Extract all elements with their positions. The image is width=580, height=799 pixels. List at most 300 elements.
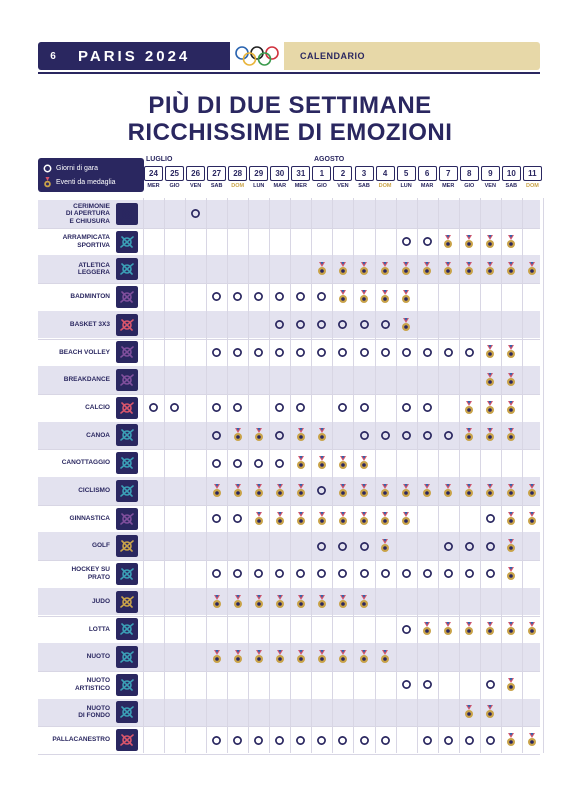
competition-day-icon	[422, 679, 433, 690]
row-divider	[38, 726, 540, 727]
medal-icon	[422, 262, 432, 276]
day-name: SAB	[210, 183, 223, 189]
competition-day-icon	[190, 208, 201, 219]
row-divider	[38, 754, 540, 755]
medal-icon	[485, 262, 495, 276]
sport-label	[38, 283, 110, 311]
competition-day-icon	[232, 513, 243, 524]
competition-day-icon	[337, 541, 348, 552]
medal-icon	[485, 484, 495, 498]
competition-day-icon	[401, 347, 412, 358]
competition-day-icon	[211, 291, 222, 302]
competition-day-icon	[401, 402, 412, 413]
medal-icon	[359, 512, 369, 526]
medal-icon	[254, 595, 264, 609]
competition-day-icon	[359, 319, 370, 330]
section-title: CALENDARIO	[284, 42, 540, 70]
medal-icon	[485, 345, 495, 359]
competition-day-icon	[380, 735, 391, 746]
competition-day-icon	[211, 568, 222, 579]
competition-day-icon	[359, 568, 370, 579]
competition-day-icon	[464, 541, 475, 552]
sport-label	[38, 560, 110, 588]
column-divider	[164, 198, 165, 753]
column-divider	[353, 198, 354, 753]
day-number: 10	[502, 166, 521, 181]
competition-day-icon	[211, 347, 222, 358]
competition-day-icon	[295, 291, 306, 302]
medal-icon	[380, 650, 390, 664]
competition-day-icon	[380, 347, 391, 358]
medal-icon	[338, 262, 348, 276]
medal-icon	[359, 595, 369, 609]
medal-icon	[485, 428, 495, 442]
competition-day-icon	[253, 568, 264, 579]
medal-icon	[464, 622, 474, 636]
legend-competition-label: Giorni di gara	[56, 164, 99, 172]
competition-day-icon	[211, 402, 222, 413]
competition-day-icon	[443, 735, 454, 746]
row-divider	[38, 228, 540, 229]
medal-icon	[317, 262, 327, 276]
day-name: SAB	[505, 183, 518, 189]
cycling-icon	[116, 480, 138, 502]
competition-day-icon	[232, 458, 243, 469]
day-name: VEN	[484, 183, 496, 189]
day-name: VEN	[189, 183, 202, 189]
competition-day-icon	[485, 735, 496, 746]
sport-label-line: NUOTO	[86, 653, 110, 661]
day-name: DOM	[231, 183, 245, 189]
sport-label	[38, 449, 110, 477]
sport-label-line: NUOTO	[86, 704, 110, 712]
medal-icon	[338, 595, 348, 609]
competition-day-icon	[359, 402, 370, 413]
column-divider	[269, 198, 270, 753]
row-divider	[38, 394, 540, 395]
day-number: 27	[207, 166, 226, 181]
competition-day-icon	[422, 236, 433, 247]
sport-label-line: DI APERTURA	[65, 210, 110, 218]
column-divider	[332, 198, 333, 753]
legend	[38, 158, 144, 192]
medal-icon	[212, 484, 222, 498]
sport-label-line: GINNASTICA	[69, 514, 110, 522]
competition-day-icon	[337, 347, 348, 358]
row-divider	[38, 283, 540, 284]
canoe-icon	[116, 424, 138, 446]
day-name: LUN	[253, 183, 265, 189]
column-divider	[290, 198, 291, 753]
sport-label-line: CANOA	[86, 431, 110, 439]
day-name: GIO	[464, 183, 475, 189]
sport-label-line: CALCIO	[85, 403, 110, 411]
sport-label	[38, 643, 110, 671]
column-divider	[143, 198, 144, 753]
medal-icon	[506, 539, 516, 553]
competition-day-icon	[443, 347, 454, 358]
sport-label-line: ARRAMPICATA	[62, 234, 110, 242]
competition-day-icon	[316, 541, 327, 552]
day-number: 3	[355, 166, 374, 181]
competition-day-icon	[485, 679, 496, 690]
medal-icon	[359, 650, 369, 664]
competition-day-icon	[295, 568, 306, 579]
medal-icon	[506, 235, 516, 249]
medal-icon	[527, 733, 537, 747]
competition-day-icon	[359, 347, 370, 358]
sport-label	[38, 366, 110, 394]
medal-icon	[275, 650, 285, 664]
medal-icon	[254, 484, 264, 498]
day-number: 2	[333, 166, 352, 181]
sport-label-line: NUOTO	[86, 677, 110, 685]
competition-day-icon	[380, 319, 391, 330]
row-divider	[38, 671, 540, 672]
competition-day-icon	[316, 568, 327, 579]
sport-label	[38, 699, 110, 727]
competition-day-icon	[316, 347, 327, 358]
day-number: 9	[481, 166, 500, 181]
medal-icon	[527, 262, 537, 276]
medal-icon	[506, 345, 516, 359]
medal-icon	[506, 622, 516, 636]
medal-icon	[422, 484, 432, 498]
day-name: DOM	[525, 183, 539, 189]
wrestling-icon	[116, 618, 138, 640]
swimming-icon	[116, 646, 138, 668]
competition-day-icon	[211, 458, 222, 469]
medal-icon	[527, 484, 537, 498]
medal-icon	[338, 456, 348, 470]
sport-label-line: GOLF	[91, 542, 110, 550]
sport-label	[38, 726, 110, 754]
page-title-line-2: RICCHISSIME DI EMOZIONI	[127, 119, 453, 146]
medal-icon	[275, 595, 285, 609]
day-number: 30	[270, 166, 289, 181]
sport-label	[38, 616, 110, 644]
competition-day-icon	[337, 735, 348, 746]
medal-icon	[338, 650, 348, 664]
competition-day-icon	[316, 319, 327, 330]
competition-day-icon	[274, 319, 285, 330]
competition-day-icon	[422, 735, 433, 746]
page-header	[38, 42, 540, 70]
competition-day-icon	[359, 541, 370, 552]
competition-day-icon	[253, 291, 264, 302]
sport-label	[38, 505, 110, 533]
day-number: 31	[291, 166, 310, 181]
competition-day-icon	[232, 568, 243, 579]
medal-icon	[212, 650, 222, 664]
medal-icon	[464, 428, 474, 442]
medal-icon	[506, 428, 516, 442]
day-name: MAR	[273, 183, 287, 189]
medal-icon	[43, 177, 52, 188]
sport-label-line: ATLETICA	[78, 261, 110, 269]
competition-day-icon	[232, 735, 243, 746]
legend-competition	[43, 161, 139, 175]
medal-icon	[359, 484, 369, 498]
medal-icon	[401, 290, 411, 304]
medal-icon	[296, 595, 306, 609]
column-divider	[417, 198, 418, 753]
day-number: 7	[439, 166, 458, 181]
competition-day-icon	[253, 458, 264, 469]
medal-icon	[317, 512, 327, 526]
medal-icon	[401, 484, 411, 498]
column-divider	[396, 198, 397, 753]
page-title	[0, 92, 580, 146]
medal-icon	[275, 512, 285, 526]
sport-label-line: CANOTTAGGIO	[61, 459, 110, 467]
day-number: 6	[418, 166, 437, 181]
medal-icon	[401, 512, 411, 526]
sport-label-line: SPORTIVA	[77, 241, 110, 249]
row-divider	[38, 560, 540, 561]
medal-icon	[485, 373, 495, 387]
page-number: 6	[38, 42, 68, 70]
sport-label	[38, 532, 110, 560]
competition-day-icon	[253, 735, 264, 746]
sport-label-line: ARTISTICO	[74, 684, 110, 692]
competition-day-icon	[401, 236, 412, 247]
competition-day-icon	[274, 735, 285, 746]
competition-day-icon	[443, 568, 454, 579]
column-divider	[459, 198, 460, 753]
medal-icon	[485, 401, 495, 415]
ceremonies-icon	[116, 203, 138, 225]
medal-icon	[506, 678, 516, 692]
day-number: 8	[460, 166, 479, 181]
medal-icon	[464, 705, 474, 719]
month-label-july: LUGLIO	[146, 156, 173, 163]
competition-day-icon	[401, 679, 412, 690]
artistic-swimming-icon	[116, 674, 138, 696]
sport-label	[38, 477, 110, 505]
competition-day-icon	[443, 541, 454, 552]
competition-day-icon	[337, 402, 348, 413]
medal-icon	[296, 650, 306, 664]
column-divider	[375, 198, 376, 753]
medal-icon	[338, 484, 348, 498]
medal-icon	[380, 539, 390, 553]
competition-day-icon	[422, 347, 433, 358]
competition-day-icon	[401, 430, 412, 441]
medal-icon	[485, 622, 495, 636]
column-divider	[438, 198, 439, 753]
judo-icon	[116, 591, 138, 613]
medal-icon	[233, 428, 243, 442]
medal-icon	[506, 373, 516, 387]
day-name: MER	[442, 183, 455, 189]
sport-label	[38, 311, 110, 339]
medal-icon	[254, 512, 264, 526]
competition-day-icon	[211, 513, 222, 524]
medal-icon	[506, 262, 516, 276]
day-number: 11	[523, 166, 542, 181]
medal-icon	[359, 456, 369, 470]
sport-label	[38, 339, 110, 367]
column-divider	[227, 198, 228, 753]
rowing-icon	[116, 452, 138, 474]
sport-climbing-icon	[116, 231, 138, 253]
column-divider	[311, 198, 312, 753]
sport-label-line: LEGGERA	[77, 269, 110, 277]
competition-day-icon	[148, 402, 159, 413]
column-divider	[248, 198, 249, 753]
competition-day-icon	[380, 568, 391, 579]
competition-day-icon	[295, 347, 306, 358]
medal-icon	[296, 512, 306, 526]
competition-day-icon	[169, 402, 180, 413]
sport-label-line: DI FONDO	[78, 712, 110, 720]
medal-icon	[233, 484, 243, 498]
medal-icon	[359, 262, 369, 276]
medal-icon	[506, 484, 516, 498]
sport-label-line: BADMINTON	[70, 293, 110, 301]
sport-label-line: CICLISMO	[78, 487, 110, 495]
row-stripe	[38, 311, 540, 339]
sport-label-line: BASKET 3X3	[69, 320, 110, 328]
sport-label	[38, 588, 110, 616]
row-stripe	[38, 200, 540, 228]
competition-day-icon	[316, 485, 327, 496]
medal-icon	[275, 484, 285, 498]
breaking-icon	[116, 369, 138, 391]
sport-label	[38, 394, 110, 422]
competition-day-icon	[464, 735, 475, 746]
sport-label-line: E CHIUSURA	[69, 217, 110, 225]
competition-day-icon	[316, 291, 327, 302]
medal-icon	[443, 235, 453, 249]
competition-day-icon	[337, 568, 348, 579]
column-divider	[480, 198, 481, 753]
day-number: 5	[397, 166, 416, 181]
competition-day-icon	[485, 513, 496, 524]
sport-label-line: HOCKEY SU	[71, 566, 110, 574]
medal-icon	[233, 595, 243, 609]
medal-icon	[443, 622, 453, 636]
competition-day-icon	[485, 568, 496, 579]
competition-day-icon	[316, 735, 327, 746]
medal-icon	[506, 401, 516, 415]
medal-icon	[254, 428, 264, 442]
row-divider	[38, 449, 540, 450]
medal-icon	[485, 705, 495, 719]
basketball-icon	[116, 729, 138, 751]
row-divider	[38, 339, 540, 340]
sport-label-line: CERIMONIE	[73, 202, 110, 210]
medal-icon	[380, 484, 390, 498]
competition-day-icon	[274, 402, 285, 413]
medal-icon	[380, 512, 390, 526]
sport-label-line: BEACH VOLLEY	[59, 348, 110, 356]
sport-label-line: JUDO	[91, 597, 110, 605]
medal-icon	[317, 456, 327, 470]
day-number: 28	[228, 166, 247, 181]
basketball-3x3-icon	[116, 314, 138, 336]
competition-day-icon	[232, 402, 243, 413]
medal-icon	[443, 484, 453, 498]
medal-icon	[380, 262, 390, 276]
column-divider	[206, 198, 207, 753]
competition-day-icon	[464, 568, 475, 579]
competition-day-icon	[274, 430, 285, 441]
day-name: GIO	[169, 183, 180, 189]
competition-day-icon	[253, 347, 264, 358]
legend-medal-label: Eventi da medaglia	[56, 178, 116, 186]
row-stripe	[38, 366, 540, 394]
golf-icon	[116, 535, 138, 557]
legend-medal	[43, 175, 139, 189]
competition-day-icon	[295, 402, 306, 413]
competition-day-icon	[464, 347, 475, 358]
day-number: 29	[249, 166, 268, 181]
medal-icon	[296, 428, 306, 442]
medal-icon	[296, 456, 306, 470]
sport-label	[38, 422, 110, 450]
football-icon	[116, 397, 138, 419]
competition-day-icon	[211, 430, 222, 441]
medal-icon	[401, 262, 411, 276]
medal-icon	[401, 318, 411, 332]
day-number: 4	[376, 166, 395, 181]
olympic-rings-icon	[234, 45, 280, 67]
competition-day-icon	[274, 291, 285, 302]
marathon-swimming-icon	[116, 701, 138, 723]
competition-day-icon	[295, 319, 306, 330]
sport-label-line: BREAKDANCE	[63, 376, 110, 384]
row-stripe	[38, 643, 540, 671]
day-name: SAB	[358, 183, 370, 189]
medal-icon	[254, 650, 264, 664]
sport-label-line: PALLACANESTRO	[52, 736, 110, 744]
medal-icon	[485, 235, 495, 249]
sport-label	[38, 671, 110, 699]
medal-icon	[359, 290, 369, 304]
column-divider	[543, 198, 544, 753]
medal-icon	[464, 262, 474, 276]
competition-day-icon	[422, 430, 433, 441]
page-title-line-1: PIÙ DI DUE SETTIMANE	[148, 92, 432, 119]
medal-icon	[338, 290, 348, 304]
medal-icon	[506, 567, 516, 581]
competition-day-icon	[337, 319, 348, 330]
medal-icon	[296, 484, 306, 498]
day-number: 26	[186, 166, 205, 181]
sport-label-line: LOTTA	[88, 625, 110, 633]
day-name: MER	[294, 183, 307, 189]
competition-day-icon	[274, 347, 285, 358]
sport-label	[38, 255, 110, 283]
medal-icon	[317, 428, 327, 442]
day-name: LUN	[400, 183, 412, 189]
row-stripe	[38, 588, 540, 616]
row-divider	[38, 616, 540, 617]
competition-day-icon	[422, 568, 433, 579]
medal-icon	[422, 622, 432, 636]
competition-day-icon	[422, 402, 433, 413]
day-name: MAR	[420, 183, 434, 189]
medal-icon	[464, 401, 474, 415]
beach-volleyball-icon	[116, 341, 138, 363]
sport-label	[38, 200, 110, 228]
competition-day-icon	[359, 430, 370, 441]
medal-icon	[506, 512, 516, 526]
header-divider	[38, 72, 540, 74]
day-name: DOM	[378, 183, 392, 189]
